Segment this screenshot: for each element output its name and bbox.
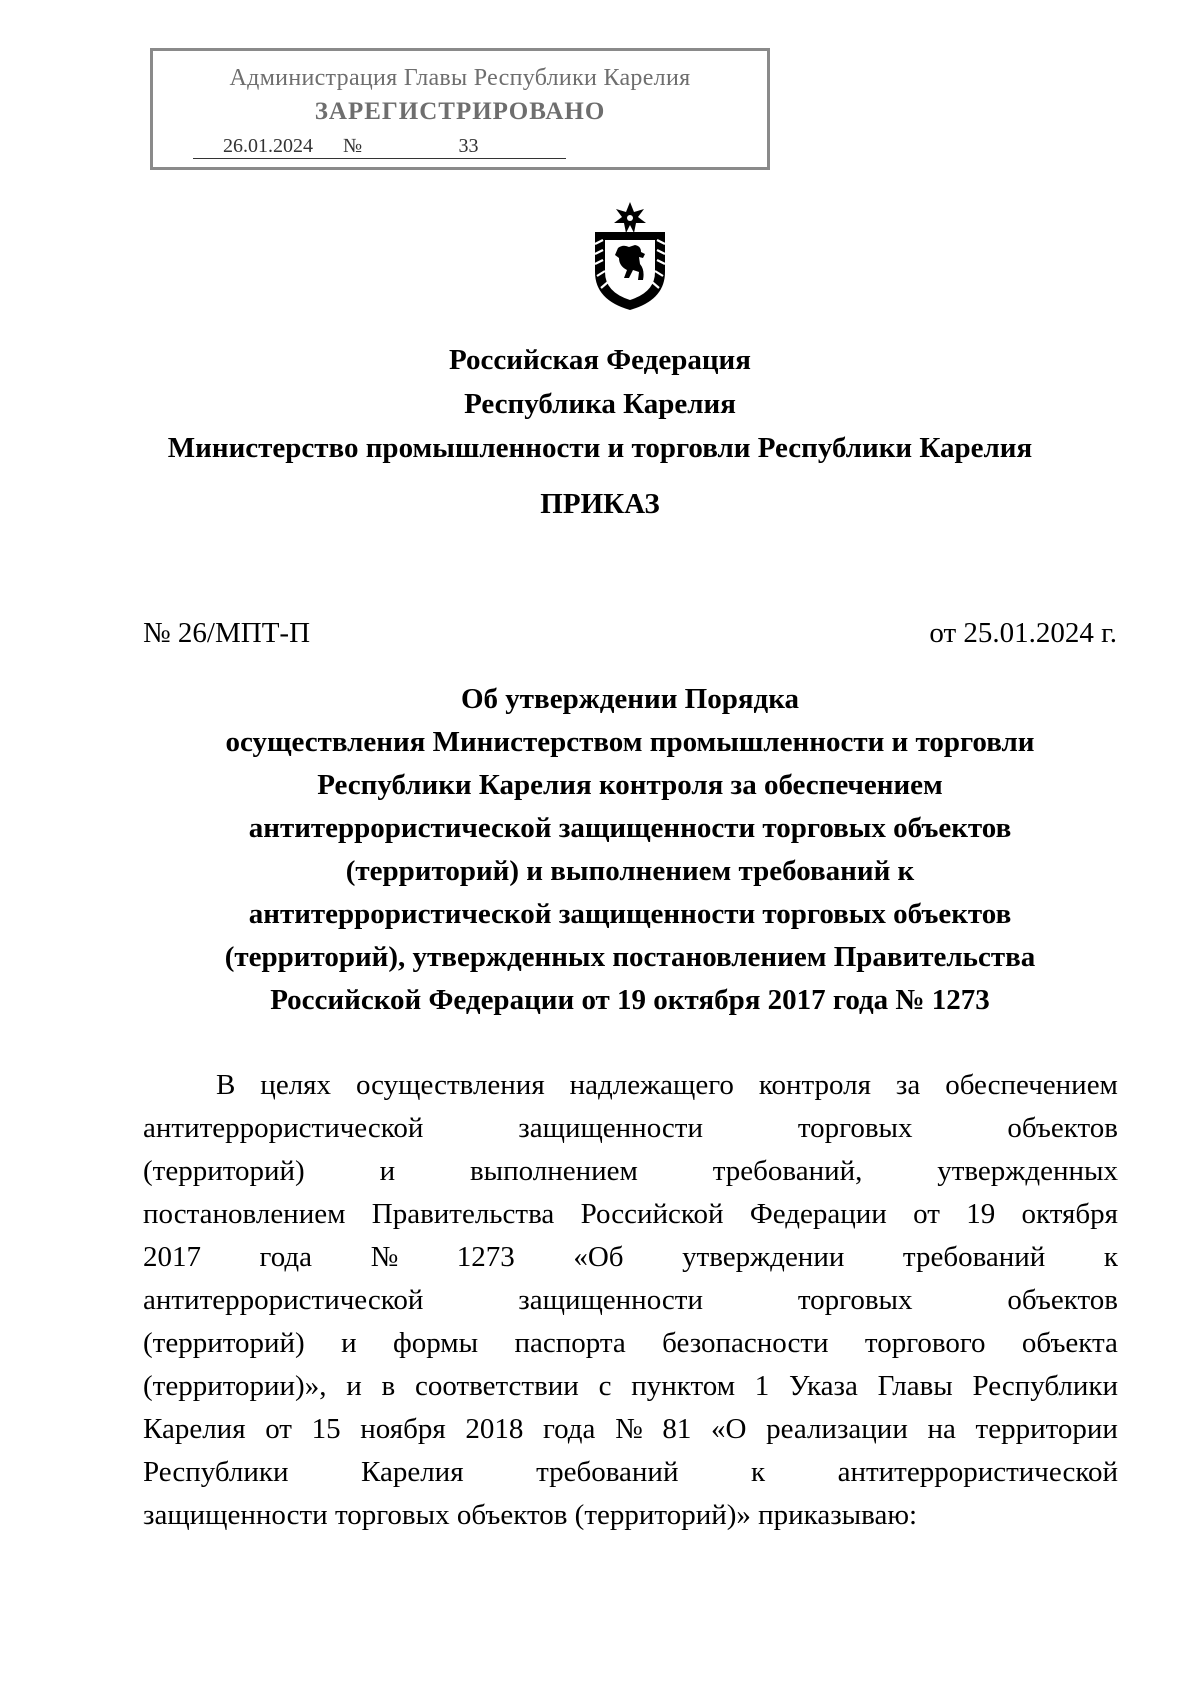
body-word: территории bbox=[975, 1413, 1118, 1445]
karelia-coat-of-arms-icon bbox=[585, 200, 675, 312]
body-word: «О bbox=[711, 1413, 747, 1445]
body-word: 1 bbox=[754, 1370, 770, 1402]
body-word: Республики bbox=[143, 1456, 289, 1488]
title-line: Об утверждении Порядка bbox=[461, 683, 799, 715]
body-word: контроля bbox=[758, 1069, 871, 1101]
body-word: торговых bbox=[797, 1112, 913, 1144]
title-line: Республики Карелия контроля за обеспечением bbox=[317, 769, 943, 801]
body-word: (территорий) bbox=[143, 1155, 305, 1187]
body-word: паспорта bbox=[514, 1327, 626, 1359]
body-word: соответствии bbox=[414, 1370, 579, 1402]
body-word: защищенности bbox=[518, 1112, 703, 1144]
body-word: утверждении bbox=[682, 1241, 845, 1273]
body-word: Республики bbox=[972, 1370, 1118, 1402]
body-word: антитеррористической bbox=[143, 1112, 424, 1144]
body-word: № bbox=[370, 1241, 399, 1273]
stamp-date: 26.01.2024 bbox=[193, 135, 343, 159]
body-line bbox=[143, 1451, 1118, 1494]
body-word: Карелия bbox=[143, 1413, 246, 1445]
body-word: защищенности bbox=[518, 1284, 703, 1316]
body-word: к bbox=[1103, 1241, 1118, 1273]
body-line bbox=[143, 1150, 1118, 1193]
body-word: постановлением bbox=[143, 1198, 346, 1230]
header-country: Российская Федерация bbox=[449, 344, 751, 376]
body-word: и bbox=[341, 1327, 357, 1359]
body-word: Карелия bbox=[361, 1456, 464, 1488]
body-line bbox=[143, 1064, 1118, 1107]
body-word: торгового bbox=[864, 1327, 986, 1359]
body-word: октября bbox=[1021, 1198, 1118, 1230]
body-word: объекта bbox=[1021, 1327, 1118, 1359]
title-line: осуществления Министерством промышленности и торговли bbox=[225, 726, 1035, 758]
body-line bbox=[143, 1193, 1118, 1236]
body-word: В bbox=[216, 1069, 236, 1101]
order-body bbox=[143, 1064, 1118, 1537]
body-word: 19 bbox=[966, 1198, 996, 1230]
registration-stamp bbox=[150, 48, 770, 170]
body-word: антитеррористической bbox=[143, 1284, 424, 1316]
body-word: требований bbox=[902, 1241, 1046, 1273]
body-line bbox=[143, 1107, 1118, 1150]
body-word: от bbox=[913, 1198, 940, 1230]
body-word: выполнением bbox=[469, 1155, 638, 1187]
body-word: формы bbox=[392, 1327, 479, 1359]
body-word: от bbox=[265, 1413, 292, 1445]
title-line: (территорий), утвержденных постановлением Правительства bbox=[224, 941, 1036, 973]
body-word: 15 bbox=[311, 1413, 341, 1445]
body-word: пунктом bbox=[631, 1370, 736, 1402]
body-word: с bbox=[598, 1370, 612, 1402]
body-word: антитеррористической bbox=[837, 1456, 1118, 1488]
body-word: года bbox=[259, 1241, 313, 1273]
body-line bbox=[143, 1279, 1118, 1322]
document-type: ПРИКАЗ bbox=[540, 488, 660, 520]
header-ministry: Министерство промышленности и торговли Республики Карелия bbox=[167, 432, 1033, 464]
body-word: № bbox=[615, 1413, 643, 1445]
body-word: 1273 bbox=[456, 1241, 515, 1273]
stamp-registration-line bbox=[193, 135, 566, 159]
body-word: Главы bbox=[877, 1370, 953, 1402]
body-line bbox=[143, 1408, 1118, 1451]
body-word: целях bbox=[260, 1069, 331, 1101]
stamp-status: ЗАРЕГИСТРИРОВАНО bbox=[314, 98, 606, 125]
body-word: года bbox=[542, 1413, 596, 1445]
order-date: от 25.01.2024 г. bbox=[929, 617, 1117, 649]
body-line: защищенности торговых объектов (территорий)» приказываю: bbox=[143, 1499, 918, 1531]
title-line: Российской Федерации от 19 октября 2017 года № 1273 bbox=[270, 984, 990, 1016]
body-word: 81 bbox=[662, 1413, 692, 1445]
body-word: требований bbox=[536, 1456, 679, 1488]
body-word: ноября bbox=[360, 1413, 446, 1445]
title-line: антитеррористической защищенности торговых объектов bbox=[248, 898, 1012, 930]
body-word: требований, bbox=[712, 1155, 863, 1187]
header-republic: Республика Карелия bbox=[464, 388, 736, 420]
order-number: № 26/МПТ-П bbox=[143, 617, 311, 649]
body-word: и bbox=[379, 1155, 396, 1187]
body-word: обеспечением bbox=[945, 1069, 1118, 1101]
body-word: 2017 bbox=[143, 1241, 201, 1273]
stamp-organization: Администрация Главы Республики Карелия bbox=[229, 65, 691, 91]
body-word: и bbox=[346, 1370, 362, 1402]
body-word: (территорий) bbox=[143, 1327, 305, 1359]
order-title bbox=[120, 678, 1140, 1022]
body-word: Российской bbox=[580, 1198, 724, 1230]
body-word: осуществления bbox=[355, 1069, 545, 1101]
title-line: антитеррористической защищенности торговых объектов bbox=[248, 812, 1012, 844]
title-line: (территорий) и выполнением требований к bbox=[345, 855, 915, 887]
body-word: объектов bbox=[1007, 1112, 1118, 1144]
body-word: в bbox=[381, 1370, 396, 1402]
body-word: надлежащего bbox=[569, 1069, 734, 1101]
body-word: Правительства bbox=[371, 1198, 555, 1230]
body-line bbox=[143, 1322, 1118, 1365]
body-word: торговых bbox=[797, 1284, 913, 1316]
stamp-number: 33 bbox=[371, 135, 566, 159]
body-word: утвержденных bbox=[937, 1155, 1118, 1187]
body-word: за bbox=[895, 1069, 921, 1101]
order-meta bbox=[143, 617, 1117, 650]
stamp-number-sign: № bbox=[343, 135, 371, 159]
body-word: Федерации bbox=[749, 1198, 887, 1230]
body-word: безопасности bbox=[662, 1327, 829, 1359]
body-word: объектов bbox=[1007, 1284, 1118, 1316]
body-word: Указа bbox=[789, 1370, 858, 1402]
body-word: реализации bbox=[766, 1413, 908, 1445]
body-word: к bbox=[750, 1456, 766, 1488]
document-header bbox=[0, 338, 1200, 470]
body-line bbox=[143, 1365, 1118, 1408]
body-word: (территории)», bbox=[143, 1370, 327, 1402]
body-word: 2018 bbox=[465, 1413, 524, 1445]
body-word: «Об bbox=[573, 1241, 624, 1273]
body-word: на bbox=[927, 1413, 956, 1445]
body-line bbox=[143, 1236, 1118, 1279]
